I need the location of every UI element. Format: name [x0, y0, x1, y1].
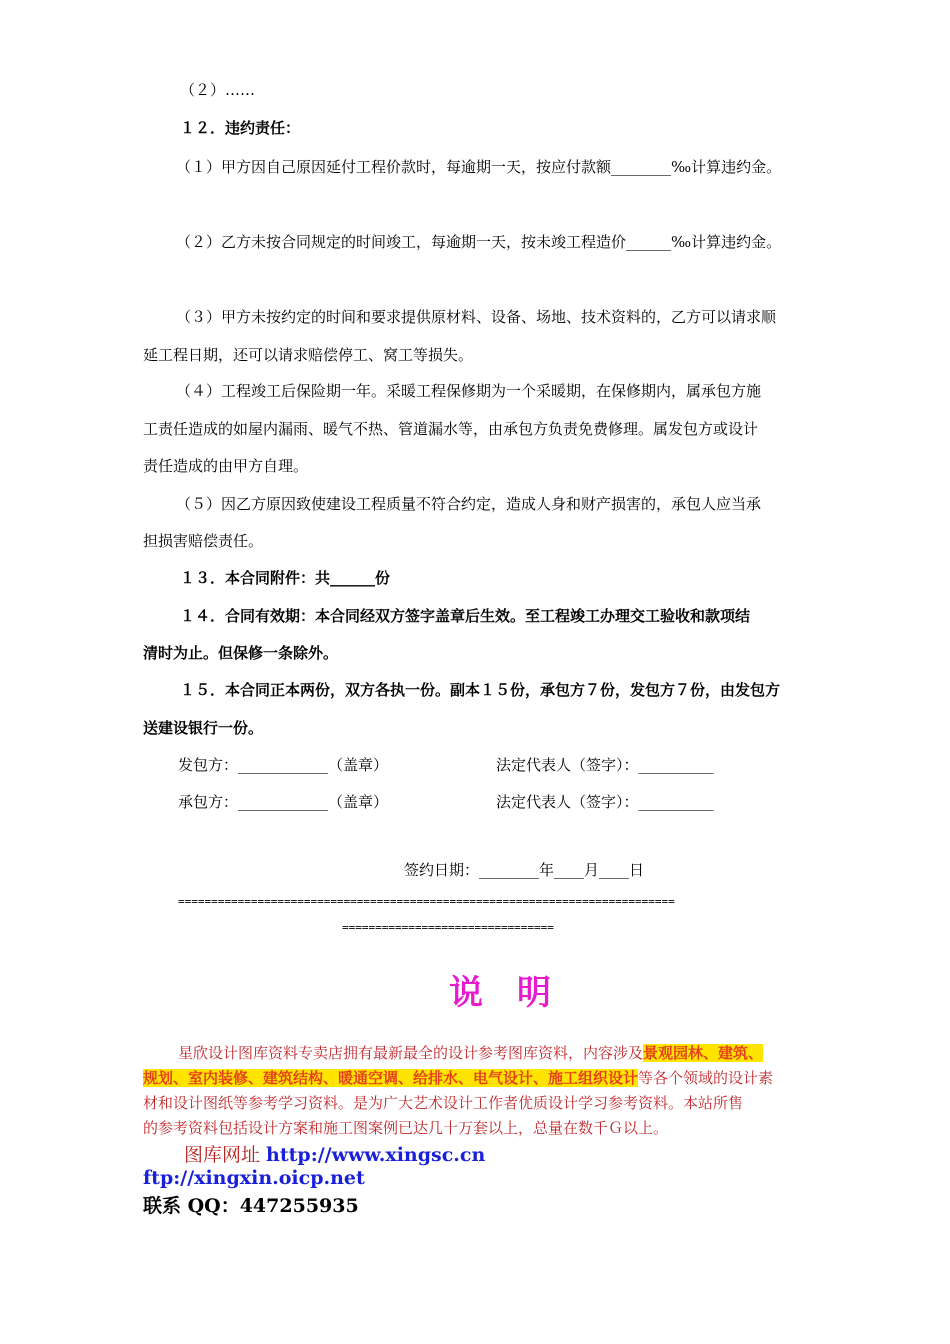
clause-12-5-line1: （５）因乙方原因致使建设工程质量不符合约定，造成人身和财产损害的，承包人应当承: [176, 495, 762, 513]
notice-line-2: [143, 1067, 773, 1090]
notice-highlight-1: 景观园林、建筑、: [643, 1044, 764, 1062]
section-15-line1: １５．本合同正本两份，双方各执一份。副本１５份，承包方７份，发包方７份，由发包方: [180, 681, 781, 699]
separator-line-1: ===========================================================================: [178, 895, 675, 908]
employer-representative: 法定代表人（签字）：__________: [496, 756, 714, 774]
website-line: [184, 1140, 485, 1167]
contractor-signature: 承包方：____________（盖章）: [178, 793, 389, 811]
contractor-representative: 法定代表人（签字）：__________: [496, 793, 714, 811]
notice-line-2-text: 等各个领域的设计素: [638, 1069, 774, 1087]
notice-title: 说 明: [449, 973, 551, 1013]
clause-12-3-line2: 延工程日期，还可以请求赔偿停工、窝工等损失。: [143, 346, 474, 364]
item-2: （２）……: [180, 81, 256, 99]
clause-12-3-line1: （３）甲方未按约定的时间和要求提供原材料、设备、场地、技术资料的，乙方可以请求顺: [176, 308, 777, 326]
notice-line-1-text: 星欣设计图库资料专卖店拥有最新最全的设计参考图库资料，内容涉及: [178, 1044, 644, 1062]
section-15-line2: 送建设银行一份。: [143, 719, 264, 737]
notice-highlight-2: 规划、室内装修、建筑结构、暖通空调、给排水、电气设计、施工组织设计: [143, 1069, 639, 1087]
clause-12-4-line2: 工责任造成的如屋内漏雨、暖气不热、管道漏水等，由承包方负责免费修理。属发包方或设计: [143, 420, 759, 438]
section-14-line2: 清时为止。但保修一条除外。: [143, 644, 339, 662]
clause-12-1: （１）甲方因自己原因延付工程价款时，每逾期一天，按应付款额________‰计算违约金。: [176, 158, 782, 176]
section-13: １３．本合同附件：共______份: [180, 569, 391, 587]
ftp-link[interactable]: ftp://xingxin.oicp.net: [143, 1167, 365, 1189]
employer-signature: 发包方：____________（盖章）: [178, 756, 389, 774]
section-12-title: １２．违约责任：: [180, 119, 301, 137]
clause-12-5-line2: 担损害赔偿责任。: [143, 532, 264, 550]
website-link[interactable]: http://www.xingsc.cn: [266, 1144, 486, 1166]
notice-line-4: 的参考资料包括设计方案和施工图案例已达几十万套以上，总量在数千Ｇ以上。: [143, 1119, 669, 1137]
section-14-line1: １４．合同有效期：本合同经双方签字盖章后生效。至工程竣工办理交工验收和款项结: [180, 607, 751, 625]
clause-12-2: （２）乙方未按合同规定的时间竣工，每逾期一天，按未竣工程造价______‰计算违约金。: [176, 233, 782, 251]
website-label: 图库网址: [184, 1144, 267, 1166]
signing-date: 签约日期：________年____月____日: [404, 861, 645, 879]
separator-line-2: ================================: [342, 921, 554, 934]
clause-12-4-line1: （４）工程竣工后保险期一年。采暖工程保修期为一个采暖期，在保修期内，属承包方施: [176, 382, 762, 400]
notice-line-1: [178, 1042, 763, 1065]
clause-12-4-line3: 责任造成的由甲方自理。: [143, 457, 309, 475]
contact-qq: 联系 QQ：447255935: [143, 1195, 359, 1217]
notice-line-3: 材和设计图纸等参考学习资料。是为广大艺术设计工作者优质设计学习参考资料。本站所售: [143, 1094, 744, 1112]
